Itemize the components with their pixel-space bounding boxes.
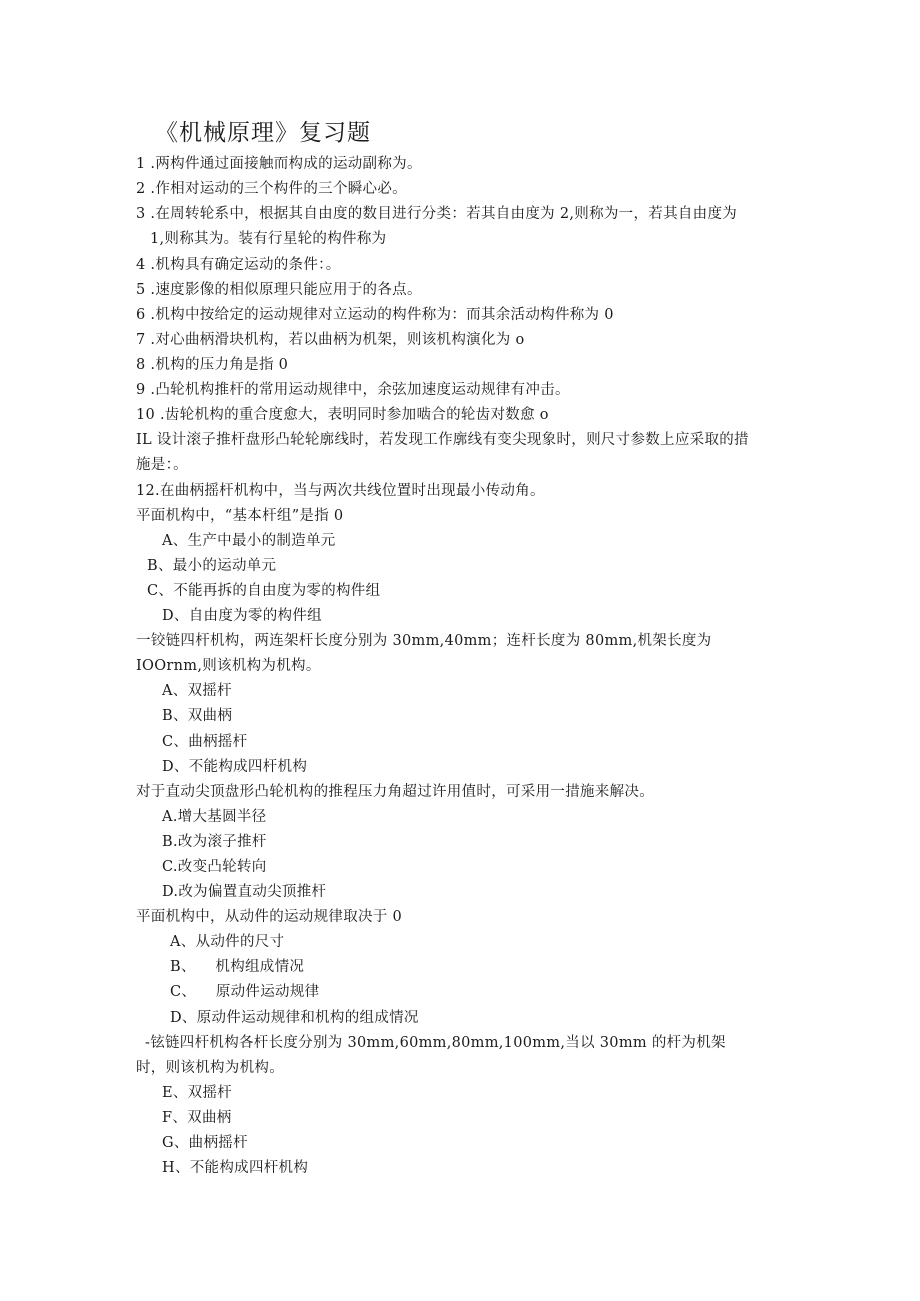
option-c: C.改变凸轮转向: [162, 859, 267, 875]
mc-question-four-bar-lengths-continued: 时，则该机构为机构。: [136, 1060, 284, 1076]
mc-question-four-bar-continued: IOOrnm,则该机构为机构。: [136, 658, 321, 674]
option-c: C、 原动件运动规律: [170, 984, 320, 1000]
question-1: 1 .两构件通过面接触而构成的运动副称为。: [136, 156, 422, 172]
option-a: A、从动件的尺寸: [170, 934, 285, 950]
document-title: 《机械原理》复习题: [155, 120, 371, 146]
option-d: D、原动件运动规律和机构的组成情况: [170, 1010, 419, 1026]
option-b: B、最小的运动单元: [147, 558, 277, 574]
option-f: F、双曲柄: [162, 1110, 232, 1126]
option-c: C、不能再拆的自由度为零的构件组: [147, 583, 381, 599]
question-12: 12.在曲柄摇杆机构中，当与两次共线位置时出现最小传动角。: [136, 483, 545, 499]
question-9: 9 .凸轮机构推杆的常用运动规律中，余弦加速度运动规律有冲击。: [136, 382, 570, 398]
question-8: 8 .机构的压力角是指 0: [136, 357, 289, 373]
question-3-continued: 1,则称其为。装有行星轮的构件称为: [150, 231, 387, 247]
option-b: B.改为滚子推杆: [162, 834, 267, 850]
option-h: H、不能构成四杆机构: [162, 1160, 309, 1176]
question-3: 3 .在周转轮系中，根据其自由度的数目进行分类：若其自由度为 2,则称为一，若其自由度为: [136, 206, 738, 222]
option-a: A、双摇杆: [162, 683, 232, 699]
mc-question-cam-pressure: 对于直动尖顶盘形凸轮机构的推程压力角超过许用值时，可采用一措施来解决。: [136, 784, 654, 800]
question-11: IL 设计滚子推杆盘形凸轮轮廓线时，若发现工作廓线有变尖现象时，则尺寸参数上应采取的措: [136, 432, 749, 448]
option-d: D、不能构成四杆机构: [162, 759, 308, 775]
mc-question-four-bar: 一铰链四杆机构，两连架杆长度分别为 30mm,40mm；连杆长度为 80mm,机架长度为: [136, 633, 712, 649]
option-a: A.增大基圆半径: [162, 809, 267, 825]
question-2: 2 .作相对运动的三个构件的三个瞬心必。: [136, 181, 407, 197]
mc-question-basic-group: 平面机构中，“基本杆组”是指 0: [136, 508, 344, 524]
question-11-continued: 施是：。: [136, 457, 188, 473]
question-5: 5 .速度影像的相似原理只能应用于的各点。: [136, 282, 422, 298]
option-e: E、双摇杆: [162, 1085, 233, 1101]
mc-question-follower-motion: 平面机构中，从动件的运动规律取决于 0: [136, 909, 403, 925]
option-b: B、双曲柄: [162, 708, 233, 724]
mc-question-four-bar-lengths: -铉链四杆机构各杆长度分别为 30mm,60mm,80mm,100mm,当以 30mm 的杆为机架: [145, 1035, 726, 1051]
option-d: D、自由度为零的构件组: [162, 608, 322, 624]
option-a: A、生产中最小的制造单元: [162, 533, 336, 549]
option-d: D.改为偏置直动尖顶推杆: [162, 884, 327, 900]
question-10: 10 .齿轮机构的重合度愈大，表明同时参加啮合的轮齿对数愈 o: [136, 407, 549, 423]
option-b: B、 机构组成情况: [170, 959, 305, 975]
question-7: 7 .对心曲柄滑块机构，若以曲柄为机架，则该机构演化为 o: [136, 332, 525, 348]
question-4: 4 .机构具有确定运动的条件：。: [136, 257, 341, 273]
option-g: G、曲柄摇杆: [162, 1135, 248, 1151]
question-6: 6 .机构中按给定的运动规律对立运动的构件称为：而其余活动构件称为 0: [136, 307, 614, 323]
option-c: C、曲柄摇杆: [162, 734, 248, 750]
